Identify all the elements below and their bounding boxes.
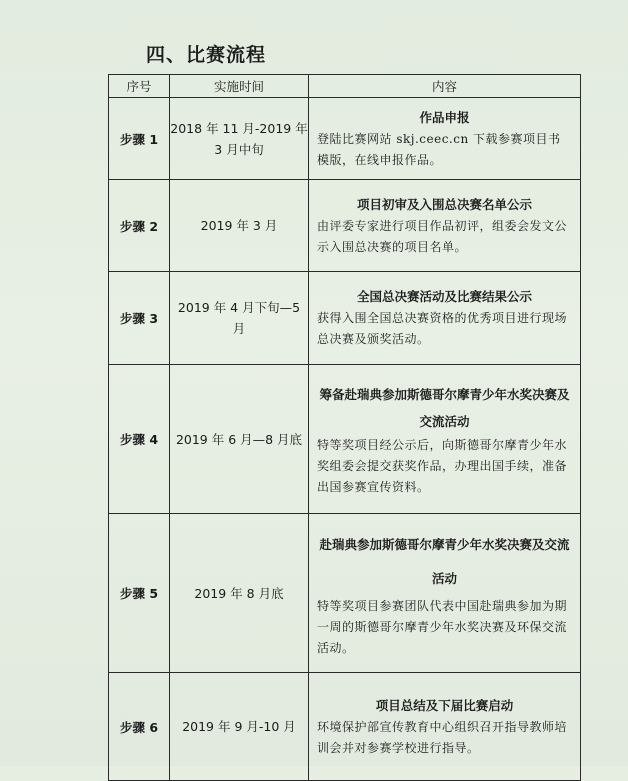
content-body: 环境保护部宣传教育中心组织召开指导教师培训会并对参赛学校进行指导。 bbox=[317, 719, 568, 755]
content-cell bbox=[309, 180, 581, 272]
content-cell bbox=[309, 272, 581, 365]
time-cell: 2019 年 9 月-10 月 bbox=[170, 673, 309, 781]
time-cell: 2019 年 6 月—8 月底 bbox=[170, 365, 309, 514]
content-cell bbox=[309, 98, 581, 180]
content-cell bbox=[309, 673, 581, 781]
header-step: 序号 bbox=[109, 75, 170, 98]
section-title: 四、比赛流程 bbox=[146, 44, 267, 66]
content-heading: 赴瑞典参加斯德哥尔摩青少年水奖决赛及交流活动 bbox=[319, 536, 570, 586]
step-cell: 步骤 4 bbox=[109, 365, 170, 514]
table-row bbox=[109, 98, 581, 180]
content-heading: 项目总结及下届比赛启动 bbox=[375, 697, 514, 713]
process-table bbox=[108, 74, 581, 781]
content-heading: 项目初审及入围总决赛名单公示 bbox=[356, 196, 532, 212]
table-row bbox=[109, 180, 581, 272]
step-cell: 步骤 1 bbox=[109, 98, 170, 180]
step-cell: 步骤 6 bbox=[109, 673, 170, 781]
header-time: 实施时间 bbox=[170, 75, 309, 98]
content-heading: 全国总决赛活动及比赛结果公示 bbox=[356, 289, 532, 304]
table-row bbox=[109, 272, 581, 365]
time-cell: 2019 年 3 月 bbox=[170, 180, 309, 272]
time-cell: 2018 年 11 月-2019 年 3 月中旬 bbox=[170, 98, 309, 180]
content-body: 获得入围全国总决赛资格的优秀项目进行现场总决赛及颁奖活动。 bbox=[317, 311, 568, 346]
content-heading: 作品申报 bbox=[419, 109, 470, 125]
step-cell: 步骤 3 bbox=[109, 272, 170, 365]
table-row bbox=[109, 514, 581, 673]
content-body: 特等奖项目参赛团队代表中国赴瑞典参加为期一周的斯德哥尔摩青少年水奖决赛及环保交流活动。 bbox=[317, 598, 568, 655]
time-cell: 2019 年 8 月底 bbox=[170, 514, 309, 673]
content-body: 登陆比赛网站 skj.ceec.cn 下载参赛项目书模版，在线申报作品。 bbox=[317, 131, 561, 167]
content-body: 特等奖项目经公示后，向斯德哥尔摩青少年水奖组委会提交获奖作品，办理出国手续，准备出国参赛宣传资料。 bbox=[317, 437, 568, 494]
content-cell bbox=[309, 514, 581, 673]
table-header-row bbox=[109, 75, 581, 98]
table-row bbox=[109, 365, 581, 514]
step-cell: 步骤 5 bbox=[109, 514, 170, 673]
content-body: 由评委专家进行项目作品初评，组委会发文公示入围总决赛的项目名单。 bbox=[317, 218, 568, 254]
table-row bbox=[109, 673, 581, 781]
header-content: 内容 bbox=[309, 75, 581, 98]
step-cell: 步骤 2 bbox=[109, 180, 170, 272]
content-cell bbox=[309, 365, 581, 514]
time-cell: 2019 年 4 月下旬—5 月 bbox=[170, 272, 309, 365]
content-heading: 筹备赴瑞典参加斯德哥尔摩青少年水奖决赛及交流活动 bbox=[319, 386, 570, 429]
